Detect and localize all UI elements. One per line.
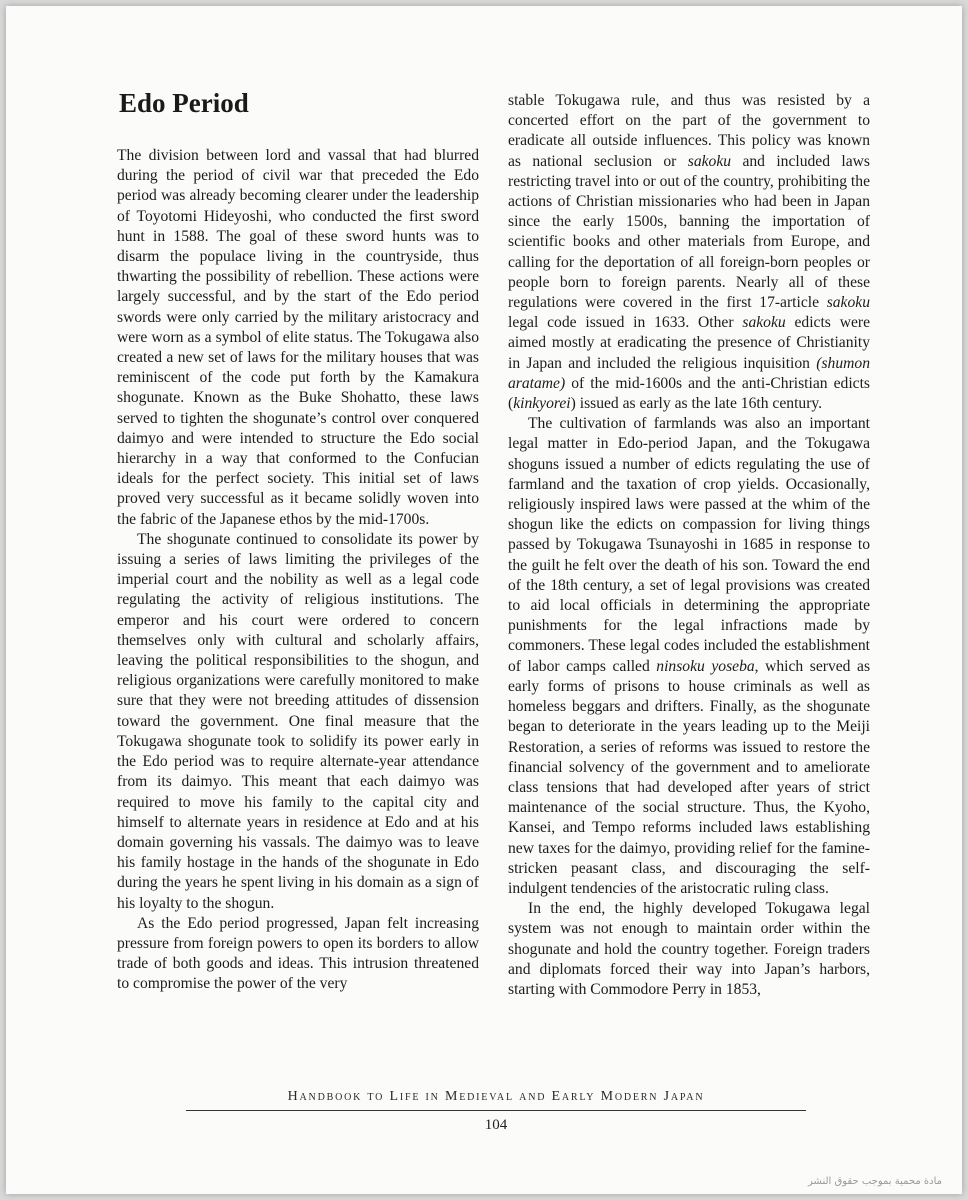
text-run: and included laws restricting travel into or out of the country, prohibiting the actions of Christian missionaries who had been in Japan since the early 1500s, banning the importation of scientific books and other materials from Europe, and calling for the deportation of all foreign-born peoples or people born to foreign parents. Nearly all of these regulations were covered in the first 17-article <box>508 152 870 312</box>
book-page <box>6 6 962 1194</box>
italic-term: sakoku <box>687 152 732 170</box>
paragraph <box>508 91 870 414</box>
section-heading: Edo Period <box>119 88 249 118</box>
paragraph: The shogunate continued to consolidate its power by issuing a series of laws limiting the privileges of the imperial court and the nobility as well as a legal code regulating the activity of religious institutions. The emperor and his court were ordered to concern themselves only with cultural and scholarly affairs, leaving the political responsibilities to the shogun, and religious organizations were carefully monitored to make sure that they were not breeding attitudes of dissension toward the government. One final measure that the Tokugawa shogunate took to solidify its power early in the Edo period was to require alternate-year attendance from its daimyo. This meant that each daimyo was required to move his family to the capital city and himself to alternate years in residence at Edo and at his domain governing his vassals. The daimyo was to leave his family hostage in the hands of the shogunate in Edo during the years he spent living in his domain as a sign of his loyalty to the shogun. <box>117 530 479 912</box>
page-number: 104 <box>484 1117 508 1133</box>
italic-term: sakoku <box>742 314 786 332</box>
paragraph: In the end, the highly developed Tokugawa legal system was not enough to maintain order within the shogunate and hold the country together. Foreign traders and diplomats forced their way into Japan’s harbors, starting with Commodore Perry in 1853, <box>508 900 870 998</box>
text-run: ) issued as early as the late 16th century. <box>570 395 823 413</box>
italic-term: ninsoku yoseba <box>656 657 755 675</box>
text-run: , which served as early forms of prisons to house criminals as well as homeless beggars and drifters. Finally, as the shogunate began to deteriorate in the years leading up to the Meiji Restoration, a series of reforms was issued to restore the financial solvency of the government and to ameliorate class tensions that had developed after years of strict maintenance of the social structure. Thus, the Kyoho, Kansei, and Tempo reforms included laws establishing new taxes for the daimyo, providing relief for the famine-stricken peasant class, and discouraging the self-indulgent tendencies of the aristocratic ruling class. <box>508 657 871 897</box>
paragraph <box>508 414 870 899</box>
right-column <box>508 91 870 1000</box>
text-run: edicts were aimed mostly at eradicating the presence of Christianity in Japan and included the religious inquisition <box>508 314 870 372</box>
running-footer-title: Handbook to Life in Medieval and Early Modern Japan <box>287 1089 705 1104</box>
text-run: legal code issued in 1633. Other <box>508 314 743 332</box>
text-run: The cultivation of farmlands was also an important legal matter in Edo-period Japan, and the Tokugawa shoguns issued a number of edicts regulating the use of farmland and the taxation of crop yields. Occasionally, religiously inspired laws were passed at the whim of the shogun like the edicts on compassion for living things passed by Tokugawa Tsunayoshi in 1685 in response to the guilt he felt over the death of his son. Toward the end of the 18th century, a set of legal provisions was created to aid local officials in determining the appropriate punishments for the legal infractions made by commoners. These legal codes included the establishment of labor camps called <box>508 415 870 675</box>
italic-term: kinkyorei <box>513 395 571 413</box>
paragraph: The division between lord and vassal that had blurred during the period of civil war that preceded the Edo period was already becoming clearer under the leadership of Toyotomi Hideyoshi, who conducted the first sword hunt in 1588. The goal of these sword hunts was to disarm the populace living in the countryside, thus thwarting the possibility of rebellion. These actions were largely successful, and by the start of the Edo period swords were only carried by the military aristocracy and were worn as a symbol of elite status. The Tokugawa also created a new set of laws for the military houses that was reminiscent of the code put forth by the Kamakura shogunate. Known as the Buke Shohatto, these laws served to tighten the shogunate’s control over conquered daimyo and were intended to structure the Edo social hierarchy in a way that conformed to the Confucian ideals for the perfect society. This initial set of laws proved very successful as it became solidly woven into the fabric of the Japanese ethos by the mid-1700s. <box>117 147 479 528</box>
text-run: stable Tokugawa rule, and thus was resisted by a concerted effort on the part of the government to eradicate all outside influences. This policy was known as national seclusion or <box>508 92 870 170</box>
italic-term: sakoku <box>826 294 870 312</box>
left-column <box>117 146 479 995</box>
copyright-watermark: مادة محمية بموجب حقوق النشر <box>808 1176 942 1187</box>
paragraph: As the Edo period progressed, Japan felt increasing pressure from foreign powers to open its borders to allow trade of both goods and ideas. This intrusion threatened to compromise the power of the very <box>117 914 479 993</box>
footer-divider <box>186 1110 806 1111</box>
italic-term: (shumon aratame) <box>508 354 870 392</box>
text-run: of the mid-1600s and the anti-Christian edicts ( <box>508 374 870 413</box>
